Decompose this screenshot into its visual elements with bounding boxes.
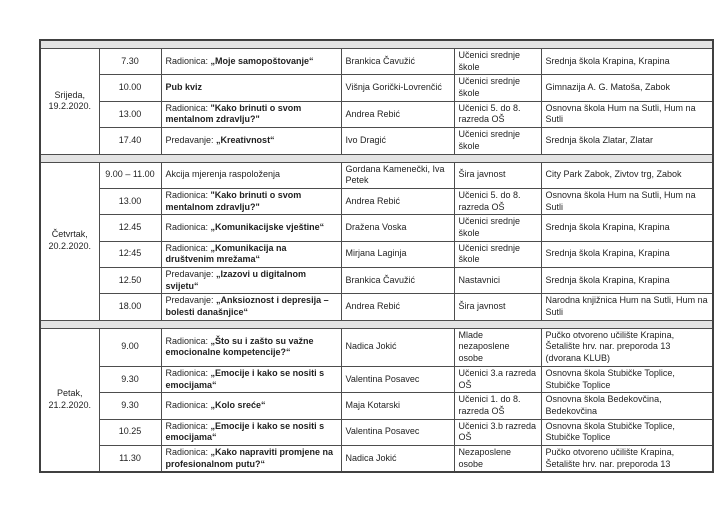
time-cell: 10.00 bbox=[99, 75, 161, 101]
event-cell bbox=[161, 268, 341, 294]
event-cell bbox=[161, 445, 341, 472]
presenter-cell: Valentina Posavec bbox=[341, 366, 454, 392]
time-cell: 11.30 bbox=[99, 445, 161, 472]
event-cell bbox=[161, 188, 341, 214]
event-prefix: Radionica: bbox=[165, 242, 211, 253]
section-separator-row bbox=[40, 320, 713, 328]
location-cell: Gimnazija A. G. Matoša, Zabok bbox=[541, 75, 713, 101]
table-row bbox=[40, 366, 713, 392]
table-row bbox=[40, 49, 713, 75]
time-cell: 12.45 bbox=[99, 215, 161, 241]
audience-cell: Šira javnost bbox=[454, 162, 541, 188]
event-cell bbox=[161, 366, 341, 392]
event-cell bbox=[161, 294, 341, 320]
audience-cell: Nezaposlene osobe bbox=[454, 445, 541, 472]
section-separator bbox=[40, 40, 713, 49]
time-cell: 9.30 bbox=[99, 393, 161, 419]
event-title: „Anksioznost i depresija – bolesti današnjice“ bbox=[165, 295, 329, 318]
event-title: „Emocije i kako se nositi s emocijama“ bbox=[165, 367, 325, 390]
audience-cell: Učenici srednje škole bbox=[454, 215, 541, 241]
location-cell: Srednja škola Krapina, Krapina bbox=[541, 241, 713, 267]
presenter-cell: Andrea Rebić bbox=[341, 101, 454, 127]
event-cell bbox=[161, 393, 341, 419]
location-cell: Srednja škola Krapina, Krapina bbox=[541, 268, 713, 294]
event-prefix: Radionica: bbox=[165, 420, 211, 431]
location-cell: Srednja škola Krapina, Krapina bbox=[541, 215, 713, 241]
event-prefix: Radionica: bbox=[165, 446, 211, 457]
presenter-cell: Valentina Posavec bbox=[341, 419, 454, 445]
presenter-cell: Maja Kotarski bbox=[341, 393, 454, 419]
audience-cell: Mlade nezaposlene osobe bbox=[454, 328, 541, 366]
location-cell: Srednja škola Krapina, Krapina bbox=[541, 49, 713, 75]
event-prefix: Predavanje: bbox=[165, 269, 217, 279]
location-cell: Osnovna škola Stubičke Toplice, Stubičke Toplice bbox=[541, 419, 713, 445]
date-label: 19.2.2020. bbox=[48, 101, 92, 112]
schedule-table-body bbox=[40, 40, 713, 472]
day-cell bbox=[40, 328, 99, 472]
event-prefix: Radionica: bbox=[165, 102, 211, 113]
audience-cell: Učenici 5. do 8. razreda OŠ bbox=[454, 188, 541, 214]
presenter-cell: Brankica Čavužić bbox=[341, 49, 454, 75]
location-cell: Osnovna škola Bedekovčina, Bedekovčina bbox=[541, 393, 713, 419]
time-cell: 13.00 bbox=[99, 188, 161, 214]
time-cell: 9.30 bbox=[99, 366, 161, 392]
location-cell: City Park Zabok, Zivtov trg, Zabok bbox=[541, 162, 713, 188]
schedule-table bbox=[39, 39, 714, 473]
table-row bbox=[40, 445, 713, 472]
presenter-cell: Nadica Jokić bbox=[341, 445, 454, 472]
presenter-cell: Višnja Gorički-Lovrenčić bbox=[341, 75, 454, 101]
location-cell: Pučko otvoreno učilište Krapina, Šetalište hrv. nar. preporoda 13 bbox=[541, 445, 713, 472]
table-row bbox=[40, 393, 713, 419]
table-row bbox=[40, 419, 713, 445]
event-cell bbox=[161, 328, 341, 366]
location-cell: Osnovna škola Stubičke Toplice, Stubičke Toplice bbox=[541, 366, 713, 392]
event-title: Pub kviz bbox=[165, 82, 203, 93]
event-prefix: Akcija mjerenja raspoloženja bbox=[165, 169, 281, 180]
presenter-cell: Brankica Čavužić bbox=[341, 268, 454, 294]
table-row bbox=[40, 294, 713, 320]
event-title: „Izazovi u digitalnom svijetu“ bbox=[165, 269, 307, 291]
event-title: „Komunikacija na društvenim mrežama“ bbox=[165, 242, 287, 265]
time-cell: 7.30 bbox=[99, 49, 161, 75]
event-prefix: Radionica: bbox=[165, 189, 211, 200]
table-row bbox=[40, 268, 713, 294]
time-cell: 13.00 bbox=[99, 101, 161, 127]
event-cell bbox=[161, 128, 341, 154]
event-title: „Kako napraviti promjene na profesionalnom putu?“ bbox=[165, 446, 334, 469]
time-cell: 9.00 bbox=[99, 328, 161, 366]
location-cell: Narodna knjižnica Hum na Sutli, Hum na Sutli bbox=[541, 294, 713, 320]
event-cell bbox=[161, 241, 341, 267]
event-cell bbox=[161, 162, 341, 188]
time-cell: 9.00 – 11.00 bbox=[99, 162, 161, 188]
event-prefix: Predavanje: bbox=[165, 134, 217, 145]
audience-cell: Učenici 3.a razreda OŠ bbox=[454, 366, 541, 392]
event-title: „Kreativnost“ bbox=[216, 134, 275, 145]
event-cell bbox=[161, 101, 341, 127]
time-cell: 17.40 bbox=[99, 128, 161, 154]
event-title: "Kako brinuti o svom mentalnom zdravlju?" bbox=[165, 189, 302, 212]
date-label: 20.2.2020. bbox=[48, 241, 92, 252]
day-label: Petak, bbox=[56, 388, 83, 399]
event-prefix: Predavanje: bbox=[165, 295, 217, 306]
event-title: „Što su i zašto su važne emocionalne kompetencije?“ bbox=[165, 335, 314, 358]
table-row bbox=[40, 75, 713, 101]
time-cell: 10.25 bbox=[99, 419, 161, 445]
table-row bbox=[40, 101, 713, 127]
presenter-cell: Ivo Dragić bbox=[341, 128, 454, 154]
location-cell: Srednja škola Zlatar, Zlatar bbox=[541, 128, 713, 154]
section-separator-row bbox=[40, 40, 713, 49]
day-label: Četvrtak, bbox=[51, 229, 88, 240]
event-title: „Moje samopoštovanje“ bbox=[210, 55, 314, 66]
event-cell bbox=[161, 49, 341, 75]
presenter-cell: Dražena Voska bbox=[341, 215, 454, 241]
event-title: "Kako brinuti o svom mentalnom zdravlju?" bbox=[165, 102, 302, 125]
day-label: Srijeda, bbox=[54, 89, 85, 100]
document-page bbox=[39, 39, 714, 473]
audience-cell: Nastavnici bbox=[454, 268, 541, 294]
event-prefix: Radionica: bbox=[165, 335, 211, 346]
audience-cell: Učenici 5. do 8. razreda OŠ bbox=[454, 101, 541, 127]
location-cell: Osnovna škola Hum na Sutli, Hum na Sutli bbox=[541, 101, 713, 127]
section-separator bbox=[40, 154, 713, 162]
audience-cell: Učenici srednje škole bbox=[454, 49, 541, 75]
date-label: 21.2.2020. bbox=[48, 400, 92, 411]
table-row bbox=[40, 241, 713, 267]
table-row bbox=[40, 162, 713, 188]
event-prefix: Radionica: bbox=[165, 367, 211, 378]
audience-cell: Učenici srednje škole bbox=[454, 75, 541, 101]
audience-cell: Učenici srednje škole bbox=[454, 128, 541, 154]
audience-cell: Učenici 1. do 8. razreda OŠ bbox=[454, 393, 541, 419]
audience-cell: Učenici 3.b razreda OŠ bbox=[454, 419, 541, 445]
presenter-cell: Andrea Rebić bbox=[341, 294, 454, 320]
presenter-cell: Mirjana Laginja bbox=[341, 241, 454, 267]
event-prefix: Radionica: bbox=[165, 400, 211, 411]
time-cell: 18.00 bbox=[99, 294, 161, 320]
table-row bbox=[40, 215, 713, 241]
section-separator-row bbox=[40, 154, 713, 162]
event-title: „Komunikacijske vještine“ bbox=[210, 222, 325, 233]
table-row bbox=[40, 128, 713, 154]
section-separator bbox=[40, 320, 713, 328]
table-row bbox=[40, 188, 713, 214]
location-cell: Osnovna škola Hum na Sutli, Hum na Sutli bbox=[541, 188, 713, 214]
event-cell bbox=[161, 215, 341, 241]
location-cell: Pučko otvoreno učilište Krapina, Šetalište hrv. nar. preporoda 13 (dvorana KLUB) bbox=[541, 328, 713, 366]
presenter-cell: Andrea Rebić bbox=[341, 188, 454, 214]
event-cell bbox=[161, 75, 341, 101]
table-row bbox=[40, 328, 713, 366]
day-cell bbox=[40, 49, 99, 155]
event-prefix: Radionica: bbox=[165, 222, 211, 233]
presenter-cell: Nadica Jokić bbox=[341, 328, 454, 366]
event-title: „Kolo sreće“ bbox=[210, 400, 266, 411]
event-prefix: Radionica: bbox=[165, 55, 211, 66]
day-cell bbox=[40, 162, 99, 320]
audience-cell: Učenici srednje škole bbox=[454, 241, 541, 267]
event-cell bbox=[161, 419, 341, 445]
time-cell: 12.50 bbox=[99, 268, 161, 294]
presenter-cell: Gordana Kamenečki, Iva Petek bbox=[341, 162, 454, 188]
time-cell: 12:45 bbox=[99, 241, 161, 267]
event-title: „Emocije i kako se nositi s emocijama“ bbox=[165, 420, 325, 443]
audience-cell: Šira javnost bbox=[454, 294, 541, 320]
